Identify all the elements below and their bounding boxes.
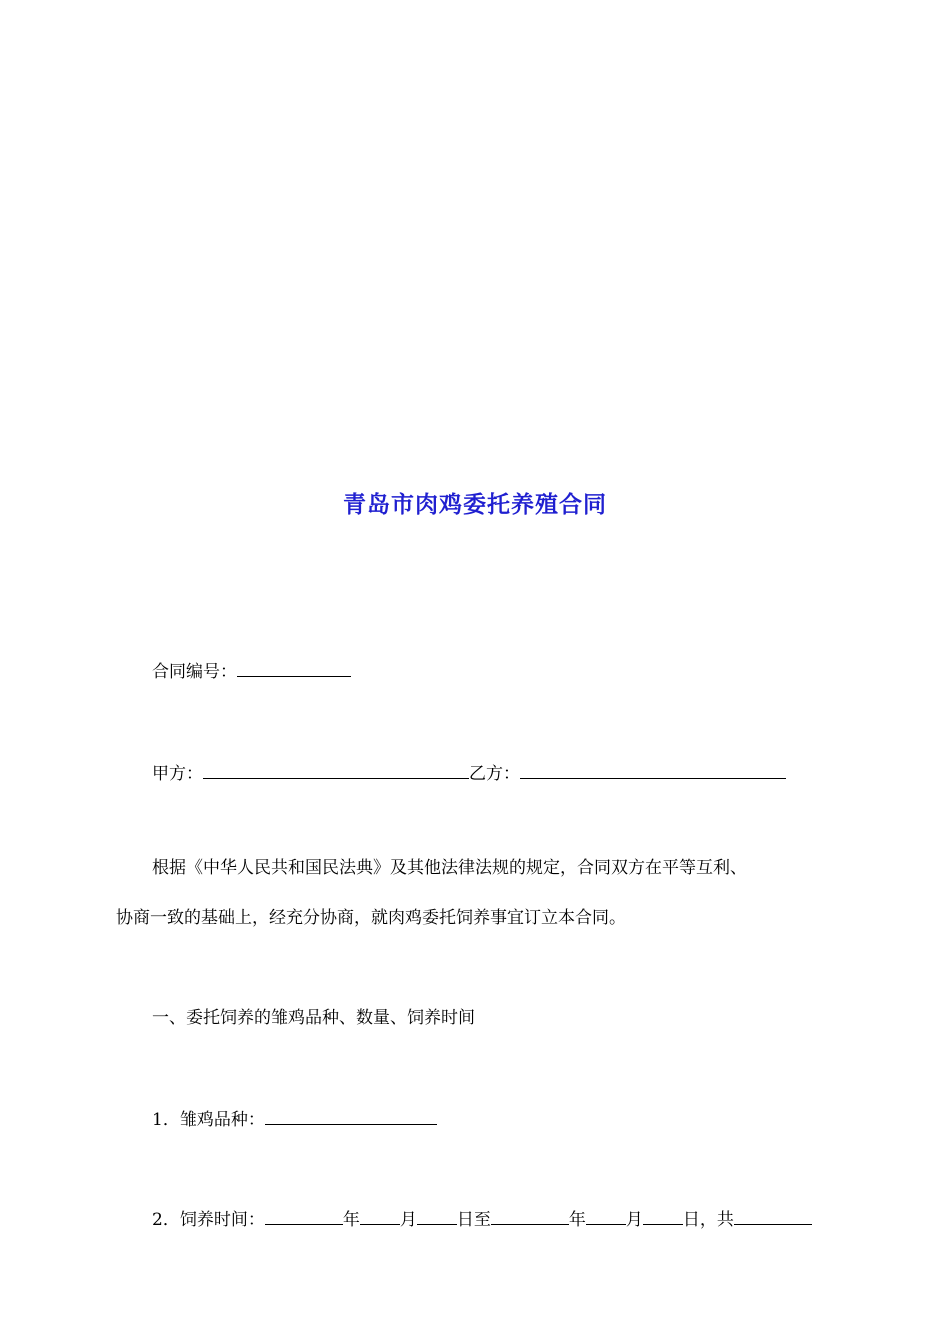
chick-breed-blank[interactable] bbox=[265, 1106, 437, 1125]
year-text: 年 bbox=[342, 1210, 360, 1230]
day-total-text: 日，共 bbox=[682, 1210, 734, 1230]
start-year-blank[interactable] bbox=[265, 1206, 343, 1225]
intro-paragraph-line-1: 根据《中华人民共和国民法典》及其他法律法规的规定，合同双方在平等互利、 bbox=[152, 858, 747, 878]
item-1-line bbox=[152, 1106, 437, 1132]
intro-paragraph-line-2: 协商一致的基础上，经充分协商，就肉鸡委托饲养事宜订立本合同。 bbox=[116, 908, 626, 928]
year-text-2: 年 bbox=[568, 1210, 586, 1230]
month-text: 月 bbox=[399, 1210, 417, 1230]
party-b-blank[interactable] bbox=[520, 760, 786, 779]
month-text-2: 月 bbox=[625, 1210, 643, 1230]
party-a-blank[interactable] bbox=[203, 760, 469, 779]
item-2-label: 2．饲养时间： bbox=[152, 1210, 265, 1230]
total-days-blank[interactable] bbox=[734, 1206, 812, 1225]
item-1-label: 1．雏鸡品种： bbox=[152, 1110, 265, 1130]
section-1-heading: 一、委托饲养的雏鸡品种、数量、饲养时间 bbox=[152, 1008, 475, 1028]
start-month-blank[interactable] bbox=[360, 1206, 400, 1225]
end-month-blank[interactable] bbox=[586, 1206, 626, 1225]
item-2-line bbox=[152, 1206, 812, 1232]
end-day-blank[interactable] bbox=[643, 1206, 683, 1225]
party-b-label: 乙方： bbox=[469, 764, 520, 784]
start-day-blank[interactable] bbox=[417, 1206, 457, 1225]
contract-number-blank[interactable] bbox=[237, 658, 351, 677]
document-title: 青岛市肉鸡委托养殖合同 bbox=[343, 491, 607, 518]
parties-line bbox=[152, 760, 786, 786]
contract-number-label: 合同编号： bbox=[152, 662, 237, 682]
end-year-blank[interactable] bbox=[491, 1206, 569, 1225]
day-to-text: 日至 bbox=[456, 1210, 491, 1230]
party-a-label: 甲方： bbox=[152, 764, 203, 784]
contract-number-line bbox=[152, 658, 351, 684]
